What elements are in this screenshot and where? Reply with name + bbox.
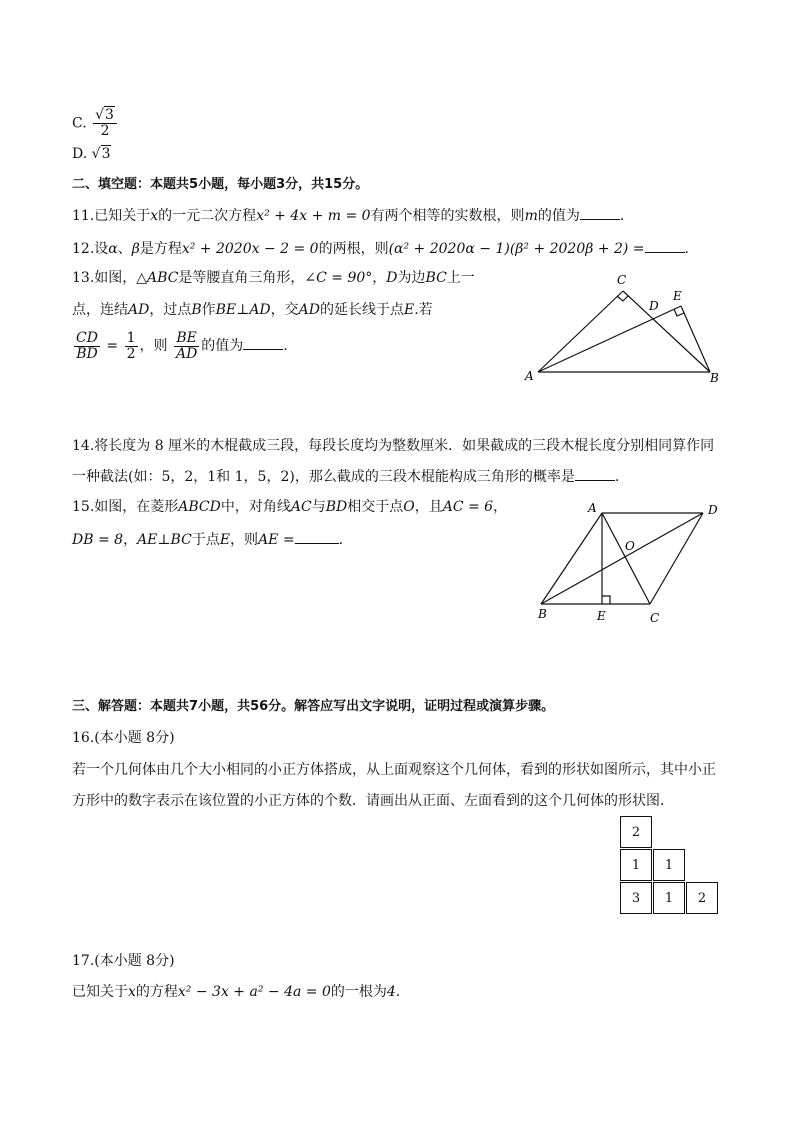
option-c-value: $\frac{√3}{2}$: [93, 108, 117, 139]
right-angle-mark-c: [617, 296, 628, 301]
figure-q15-rhombus: [530, 498, 725, 628]
question-12: 12.设α、β是方程x² + 2020x − 2 = 0的两根，则(α² + 2020α − 1)(β² + 2020β + 2) = .: [72, 238, 689, 259]
label-e: E: [597, 609, 606, 623]
grid-cell: 2: [620, 816, 652, 848]
segment-bc: [623, 291, 710, 372]
right-angle-mark-e: [602, 596, 610, 604]
top-view-grid: [620, 816, 720, 916]
radicand: 3: [105, 107, 114, 123]
label-o: O: [625, 539, 635, 553]
fraction-one-half: $\frac{1}{2}$: [126, 329, 136, 362]
question-17-line-1: 已知关于x的方程x² − 3x + a² − 4a = 0的一根为4.: [72, 984, 401, 1000]
answer-blank[interactable]: [575, 466, 615, 481]
label-d: D: [649, 299, 659, 313]
fraction-be-ad: $\frac{BE}{AD}$: [175, 329, 198, 362]
segment-ab: [541, 513, 602, 604]
option-label: C.: [72, 115, 87, 132]
question-13-line-3: $\frac{CD}{BD}$ = $\frac{1}{2}$ ，则 $\frac{BE}{AD}$ 的值为 .: [76, 329, 288, 362]
diagonal-bd: [541, 513, 703, 604]
fraction-cd-bd: $\frac{CD}{BD}$: [76, 329, 98, 362]
question-17-title: 17.(本小题 8分): [72, 953, 175, 969]
answer-blank[interactable]: [295, 529, 339, 544]
segment-dc: [650, 513, 703, 604]
answer-blank[interactable]: [580, 205, 620, 220]
question-16-line-1: 若一个几何体由几个大小相同的小正方体搭成，从上面观察这个几何体，看到的形状如图所示，其中小正: [72, 762, 716, 778]
question-14-line-2: 一种截法(如：5，2，1和 1，5，2)，那么截成的三段木棍能构成三角形的概率是 .: [72, 466, 619, 487]
label-a: A: [588, 501, 597, 515]
answer-blank[interactable]: [243, 335, 283, 350]
grid-cell: 1: [620, 849, 652, 881]
diagonal-ac: [602, 513, 650, 604]
radicand: 3: [101, 146, 111, 162]
label-c: C: [617, 273, 627, 287]
question-13-line-2: 点，连结AD，过点B作BE⊥AD，交AD的延长线于点E.若: [72, 302, 433, 318]
option-label: D.: [72, 146, 88, 162]
question-16-line-2: 方形中的数字表示在该位置的小正方体的个数．请画出从正面、左面看到的这个几何体的形状图．: [72, 793, 674, 809]
segment-ae: [538, 306, 681, 372]
question-16-title: 16.(本小题 8分): [72, 730, 175, 746]
grid-cell: 3: [620, 882, 652, 914]
option-c: [72, 108, 119, 139]
figure-q13-triangle: [515, 268, 730, 386]
grid-cell: 2: [686, 882, 718, 914]
question-11: 11.已知关于x的一元二次方程x² + 4x + m = 0有两个相等的实数根，则m的值为 .: [72, 205, 624, 226]
label-a: A: [525, 369, 534, 383]
label-e: E: [673, 289, 682, 303]
label-b: B: [538, 607, 547, 621]
label-b: B: [710, 371, 719, 385]
section-heading-fill-blank: 二、填空题：本题共5小题，每小题3分，共15分。: [72, 177, 369, 192]
question-15-line-2: DB = 8，AE⊥BC于点E，则AE = .: [72, 529, 343, 550]
grid-cell: 1: [653, 849, 685, 881]
segment-ac: [538, 291, 623, 372]
option-d-value: √3: [91, 146, 111, 162]
label-d: D: [708, 503, 718, 517]
grid-cell: 1: [653, 882, 685, 914]
label-c: C: [650, 611, 660, 625]
answer-blank[interactable]: [645, 238, 685, 253]
question-13-line-1: 13.如图，△ABC是等腰直角三角形，∠C = 90°，D为边BC上一: [72, 270, 475, 286]
segment-be: [681, 306, 710, 372]
section-heading-solve: 三、解答题：本题共7小题，共56分。解答应写出文字说明，证明过程或演算步骤。: [72, 699, 555, 714]
question-15-line-1: 15.如图，在菱形ABCD中，对角线AC与BD相交于点O，且AC = 6，: [72, 499, 508, 515]
denominator: 2: [100, 123, 110, 139]
question-14-line-1: 14.将长度为 8 厘米的木棍截成三段，每段长度均为整数厘米．如果截成的三段木棍长度分别相同算作同: [72, 438, 715, 454]
option-d: [72, 144, 111, 164]
